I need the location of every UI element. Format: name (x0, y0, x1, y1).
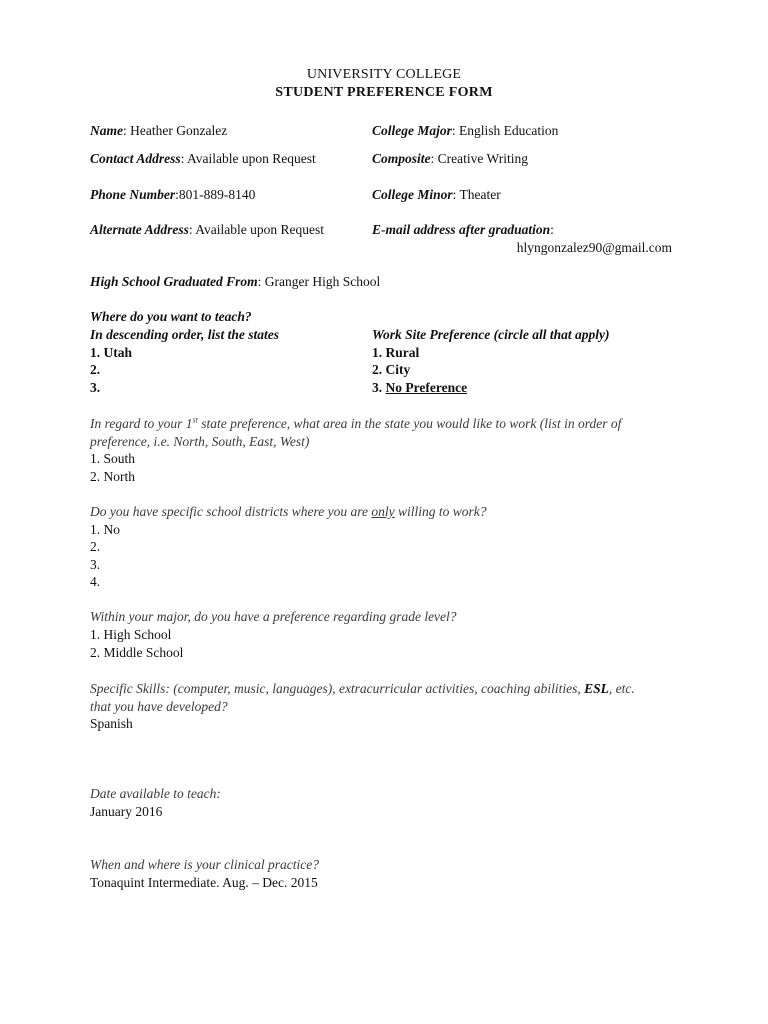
worksite-heading: Work Site Preference (circle all that apply) (372, 327, 610, 342)
grade-answer: 1. High School (90, 627, 172, 642)
college-major-value: English Education (459, 123, 559, 138)
phone-number-label: Phone Number (90, 187, 176, 202)
clinical-answer: Tonaquint Intermediate. Aug. – Dec. 2015 (90, 875, 318, 890)
district-answer: 4. (90, 574, 101, 589)
districts-question-after: willing to work? (394, 504, 487, 519)
college-minor-label: College Minor (372, 187, 453, 202)
area-question (90, 416, 621, 432)
availability-question: Date available to teach: (90, 786, 221, 801)
college-minor-field: College Minor: Theater (372, 187, 501, 202)
alternate-address-label: Alternate Address (90, 222, 189, 237)
alternate-address-field: Alternate Address: Available upon Request (90, 222, 324, 237)
area-question-superscript: st (192, 415, 198, 425)
form-title: STUDENT PREFERENCE FORM (275, 85, 493, 100)
district-answer: 3. (90, 557, 101, 572)
name-label: Name (90, 123, 123, 138)
district-answer: 2. (90, 539, 101, 554)
phone-number-value: 801-889-8140 (178, 187, 256, 202)
name-field: Name: Heather Gonzalez (90, 123, 228, 138)
skills-question-after: , etc. (608, 681, 635, 696)
high-school-field: High School Graduated From: Granger High School (90, 274, 381, 289)
district-answer: 1. No (90, 522, 120, 537)
skills-question (90, 681, 635, 697)
grade-question: Within your major, do you have a preference regarding grade level? (90, 609, 457, 624)
grade-answer: 2. Middle School (90, 645, 184, 660)
email-field: E-mail address after graduation: (372, 222, 554, 237)
worksite-no-preference (372, 380, 467, 396)
districts-question-emphasis: only (371, 504, 395, 519)
skills-question-before: Specific Skills: (computer, music, languages), extracurricular activities, coaching abilities, (90, 681, 585, 696)
districts-question-before: Do you have specific school districts where you are (90, 504, 372, 519)
skills-answer: Spanish (90, 716, 133, 731)
states-heading: In descending order, list the states (90, 327, 280, 342)
state-item: 1. Utah (90, 345, 133, 360)
phone-number-field: Phone Number:801-889-8140 (90, 187, 256, 202)
state-item: 3. (90, 380, 101, 395)
contact-address-field: Contact Address: Available upon Request (90, 151, 316, 166)
worksite-rural: 1. Rural (372, 345, 420, 360)
area-answer: 2. North (90, 469, 135, 484)
composite-label: Composite (372, 151, 431, 166)
contact-address-label: Contact Address (90, 151, 181, 166)
institution-name: UNIVERSITY COLLEGE (306, 67, 462, 82)
districts-question (90, 504, 486, 520)
area-question-start: In regard to your 1 (90, 416, 193, 431)
area-question-rest: state preference, what area in the state you would like to work (list in order of (197, 416, 622, 431)
email-value: hlyngonzalez90@gmail.com (516, 240, 672, 255)
college-major-field: College Major: English Education (372, 123, 559, 138)
email-label: E-mail address after graduation (372, 222, 551, 237)
skills-question-line2: that you have developed? (90, 699, 228, 714)
area-answer: 1. South (90, 451, 136, 466)
worksite-no-preference-number: 3. (372, 380, 383, 395)
worksite-no-preference-text: No Preference (385, 380, 468, 395)
skills-question-emphasis: ESL (584, 681, 609, 696)
clinical-question: When and where is your clinical practice? (90, 857, 319, 872)
high-school-label: High School Graduated From (90, 274, 258, 289)
composite-value: Creative Writing (437, 151, 528, 166)
high-school-value: Granger High School (264, 274, 381, 289)
state-item: 2. (90, 362, 101, 377)
teach-question: Where do you want to teach? (90, 309, 252, 324)
worksite-city: 2. City (372, 362, 411, 377)
college-minor-value: Theater (459, 187, 501, 202)
college-major-label: College Major (372, 123, 452, 138)
availability-answer: January 2016 (90, 804, 163, 819)
name-value: Heather Gonzalez (130, 123, 228, 138)
contact-address-value: Available upon Request (187, 151, 316, 166)
composite-field: Composite: Creative Writing (372, 151, 528, 166)
area-question-line2: preference, i.e. North, South, East, West) (90, 434, 310, 449)
alternate-address-value: Available upon Request (195, 222, 324, 237)
